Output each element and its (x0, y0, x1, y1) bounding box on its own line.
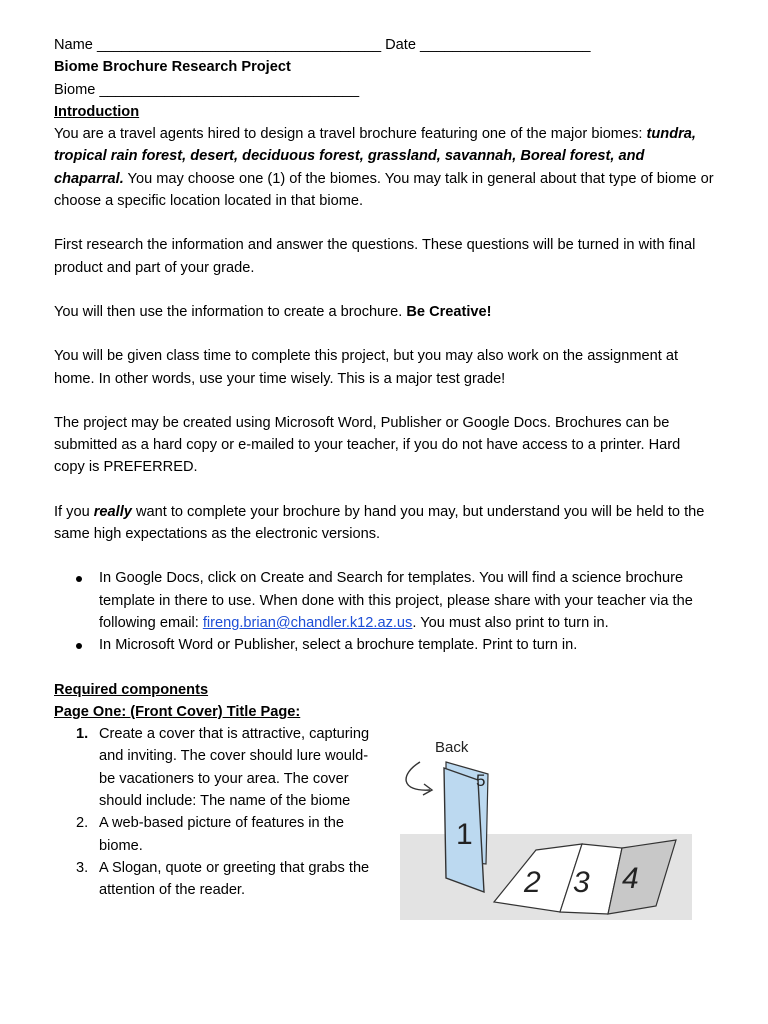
project-title: Biome Brochure Research Project (54, 59, 291, 76)
list-item (54, 857, 374, 902)
list-item (54, 723, 374, 812)
item-text: Create a cover that is attractive, capturing and inviting. The cover should lure would- be vacationers to your area. The cover should include: The name of the biome (99, 726, 370, 810)
biome-blank: ________________________________ (99, 81, 360, 98)
brochure-fold-diagram (400, 736, 692, 920)
back-label: Back (435, 739, 469, 756)
list-item (54, 567, 714, 634)
panel-3-label: 3 (573, 866, 590, 899)
panel-1-label: 1 (456, 818, 473, 851)
bullet-icon (76, 643, 82, 649)
name-date-line (54, 34, 714, 56)
biome-list: tundra, tropical rain forest, desert, deciduous forest, grassland, savannah, Boreal forest, and chaparral. (54, 126, 696, 187)
intro-p6-end: want to complete your brochure by hand you may, but understand you will be held to the same high expectations as the electronic versions. (54, 503, 705, 543)
item-number: 2. (76, 815, 89, 832)
biome-label: Biome (54, 81, 96, 98)
panel-5-label: 5 (476, 771, 486, 790)
list-item (54, 634, 714, 656)
item-text: A web-based picture of features in the biome. (99, 815, 345, 854)
intro-paragraph-1 (54, 123, 714, 212)
intro-paragraph-6 (54, 501, 714, 546)
bullet-icon (76, 576, 82, 582)
date-blank: _____________________ (420, 37, 591, 53)
date-label: Date (385, 37, 416, 53)
intro-p6-start: If you (54, 503, 94, 520)
intro-paragraph-4: You will be given class time to complete this project, but you may also work on the assignment at home. In other words, use your time wisely. This is a major test grade! (54, 348, 679, 387)
name-blank: ___________________________________ (97, 37, 382, 53)
page-one-heading: Page One: (Front Cover) Title Page: (54, 703, 301, 720)
intro-paragraph-3 (54, 301, 714, 323)
panel-2-label: 2 (524, 866, 541, 899)
intro-p3-start: You will then use the information to create a brochure. (54, 303, 407, 320)
instructions-list (54, 567, 714, 656)
list-item (54, 812, 374, 857)
introduction-heading: Introduction (54, 103, 140, 120)
brochure-fold-illustration (400, 736, 692, 920)
intro-p1-start: You are a travel agents hired to design a travel brochure featuring one of the major biomes: (54, 126, 647, 143)
cover-requirements-list (54, 723, 374, 901)
really-emphasis: really (93, 503, 132, 520)
word-publisher-instruction: In Microsoft Word or Publisher, select a brochure template. Print to turn in. (99, 637, 578, 654)
google-docs-instruction-end: . You must also print to turn in. (412, 614, 609, 631)
google-docs-instruction: In Google Docs, click on Create and Search for templates. You will find a science brochure template in there to use. When done with this project, please share with your teacher via the following email: (99, 570, 693, 631)
biome-line (54, 79, 714, 101)
required-components-heading: Required components (54, 681, 209, 698)
teacher-email-link[interactable]: fireng.brian@chandler.k12.az.us (202, 614, 413, 631)
intro-p1-end: You may choose one (1) of the biomes. You may talk in general about that type of biome or choose a specific location located in that biome. (54, 170, 714, 210)
item-text: A Slogan, quote or greeting that grabs the attention of the reader. (99, 859, 370, 899)
panel-4-label: 4 (622, 862, 639, 895)
intro-paragraph-5: The project may be created using Microsoft Word, Publisher or Google Docs. Brochures can be submitted as a hard copy or e-mailed to your teacher, if you do not have access to a printer. Hard copy is PREFERRED. (54, 414, 681, 476)
intro-paragraph-2: First research the information and answer the questions. These questions will be turned in with final product and part of your grade. (54, 237, 696, 276)
item-number: 3. (76, 859, 89, 876)
be-creative: Be Creative! (406, 303, 492, 320)
name-label: Name (54, 37, 93, 53)
item-number: 1. (76, 726, 89, 743)
